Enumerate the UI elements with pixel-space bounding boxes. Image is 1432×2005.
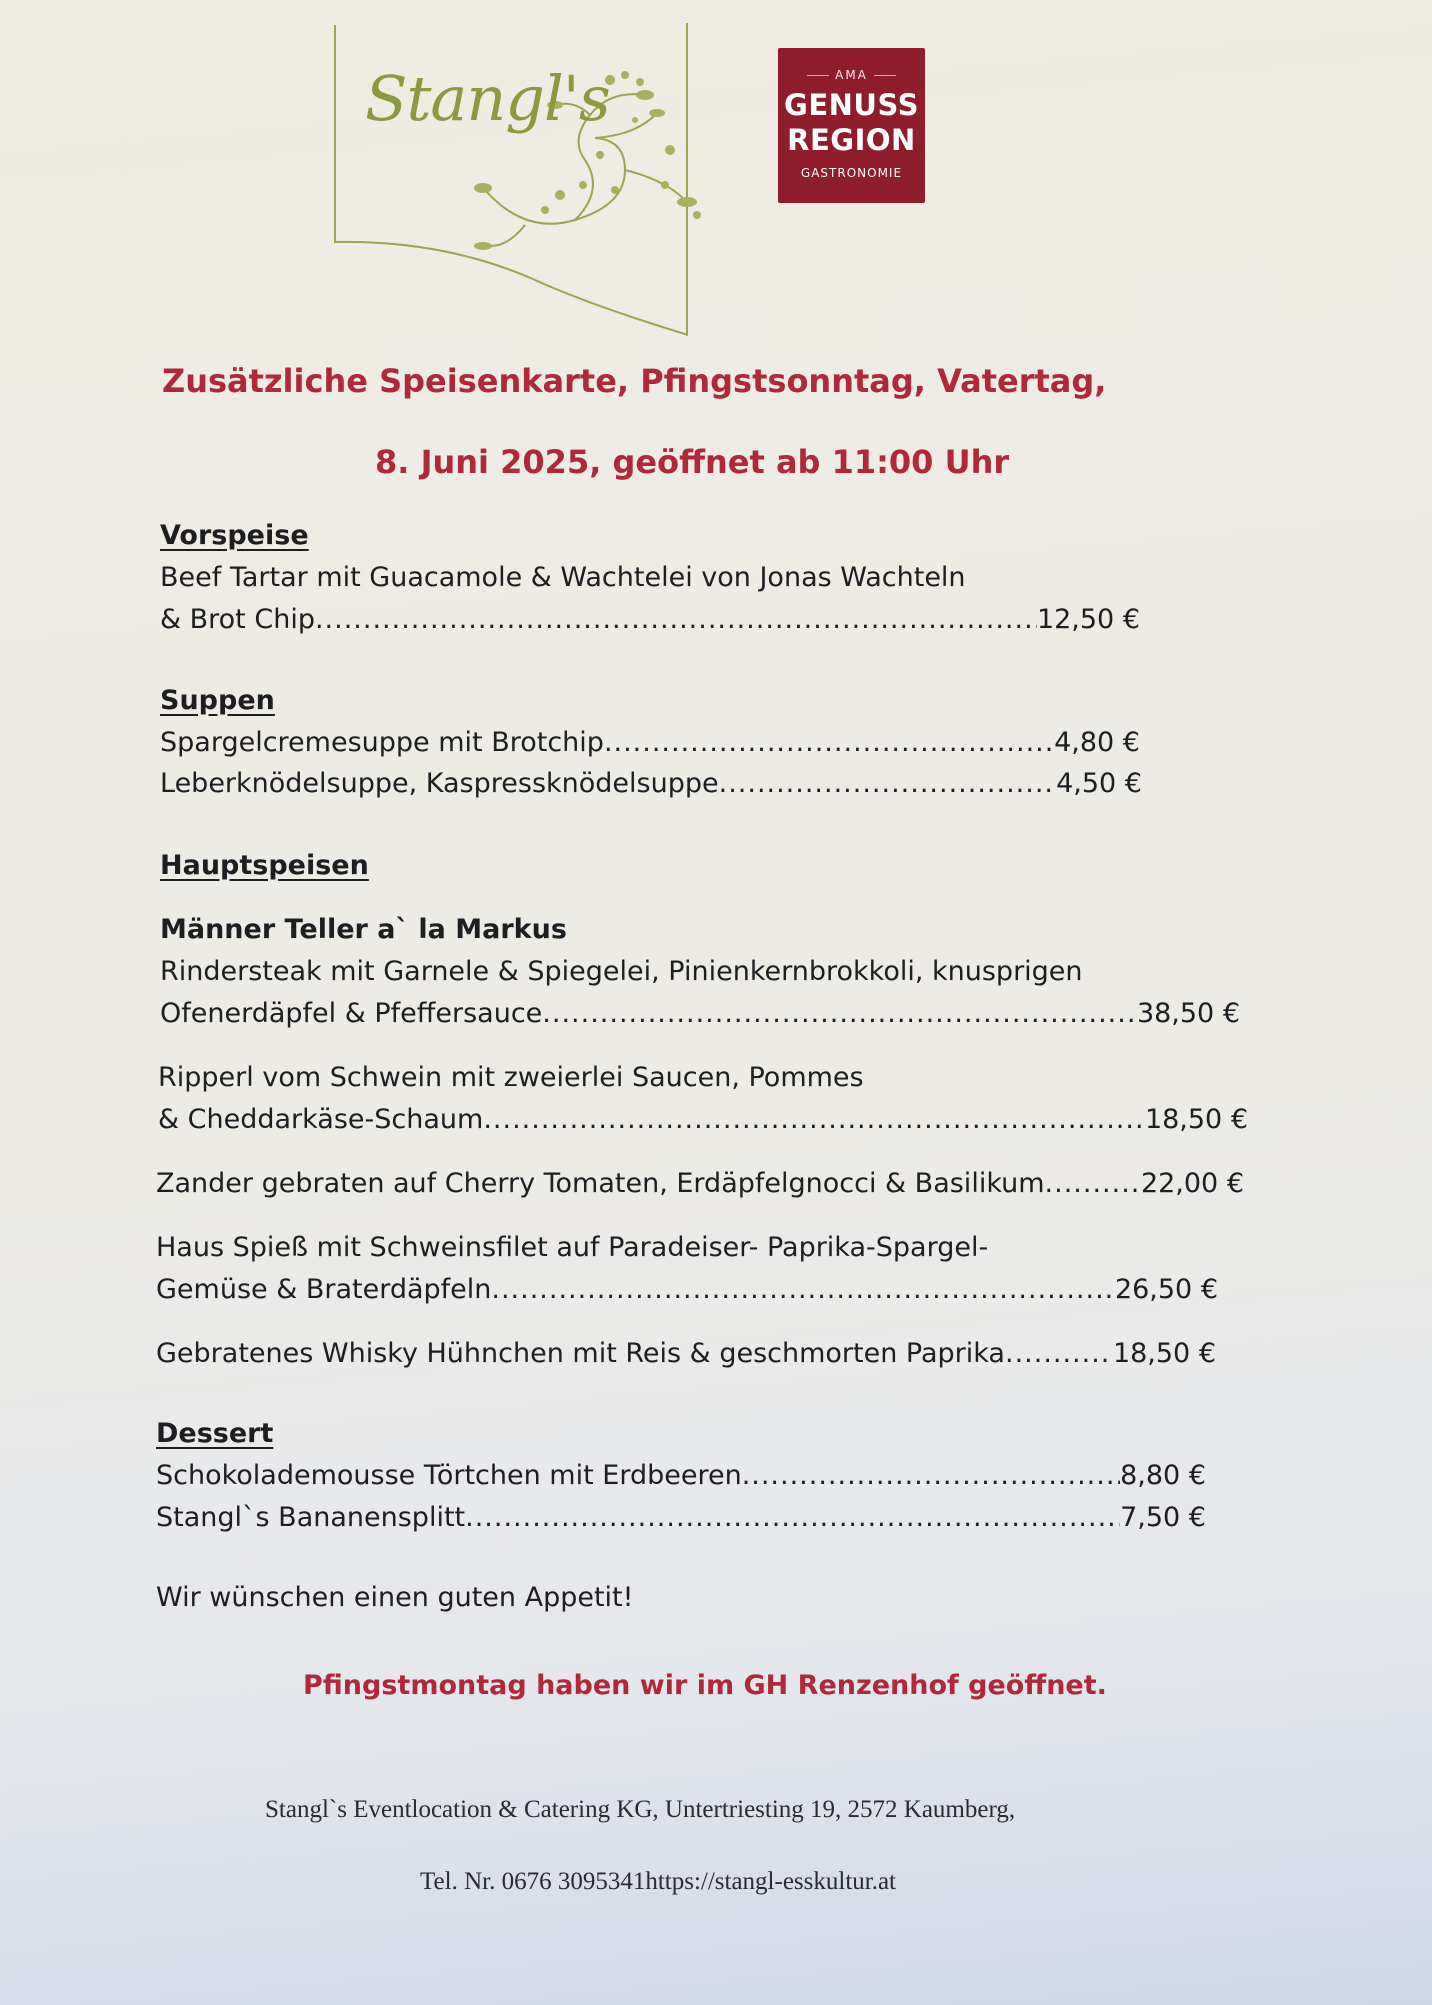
menu-title-line1: Zusätzliche Speisenkarte, Pfingstsonntag, Vatertag, xyxy=(162,362,1107,400)
section-heading-suppen: Suppen xyxy=(160,685,275,716)
menu-item-name: Zander gebraten auf Cherry Tomaten, Erdäpfelgnocci & Basilikum xyxy=(156,1168,1045,1199)
menu-item-name: Schokolademousse Törtchen mit Erdbeeren xyxy=(156,1460,742,1491)
menu-item-line: Haus Spieß mit Schweinsfilet auf Paradeiser- Paprika-Spargel- xyxy=(156,1232,989,1263)
badge-line1: GENUSS xyxy=(784,88,919,122)
menu-item-row xyxy=(156,1274,1218,1305)
menu-item-price: 8,80 € xyxy=(1120,1460,1206,1491)
menu-item-row xyxy=(160,768,1142,799)
pentecost-monday-notice: Pfingstmontag haben wir im GH Renzenhof geöffnet. xyxy=(303,1670,1107,1701)
menu-item-name: & Cheddarkäse-Schaum xyxy=(158,1104,484,1135)
dot-leader xyxy=(604,727,1054,758)
menu-item-price: 18,50 € xyxy=(1144,1104,1248,1135)
dot-leader xyxy=(1045,1168,1141,1199)
menu-item-row xyxy=(160,727,1140,758)
dot-leader xyxy=(742,1460,1120,1491)
dot-leader xyxy=(315,604,1037,635)
menu-item-price: 22,00 € xyxy=(1140,1168,1244,1199)
badge-line2: REGION xyxy=(787,123,916,157)
menu-item-name: Leberknödelsuppe, Kaspressknödelsuppe xyxy=(160,768,719,799)
menu-item-line: Beef Tartar mit Guacamole & Wachtelei von Jonas Wachteln xyxy=(160,562,966,593)
section-heading-vorspeise: Vorspeise xyxy=(160,520,309,551)
dot-leader xyxy=(491,1274,1115,1305)
menu-item-name: Gemüse & Braterdäpfeln xyxy=(156,1274,492,1305)
menu-item-name: Gebratenes Whisky Hühnchen mit Reis & geschmorten Paprika xyxy=(156,1338,1005,1369)
footer-contact: Tel. Nr. 0676 3095341https://stangl-esskultur.at xyxy=(420,1868,897,1895)
menu-item-row xyxy=(156,1502,1206,1533)
menu-item-row xyxy=(160,604,1140,635)
menu-item-row xyxy=(156,1168,1244,1199)
footer-address: Stangl`s Eventlocation & Catering KG, Untertriesting 19, 2572 Kaumberg, xyxy=(265,1796,1016,1823)
logo-wordmark: Stangl's xyxy=(365,62,610,135)
menu-item-name: Stangl`s Bananensplitt xyxy=(156,1502,466,1533)
section-heading-hauptspeisen: Hauptspeisen xyxy=(160,850,369,881)
menu-item-price: 18,50 € xyxy=(1112,1338,1216,1369)
menu-item-line: Rindersteak mit Garnele & Spiegelei, Pinienkernbrokkoli, knusprigen xyxy=(160,956,1083,987)
dot-leader xyxy=(483,1104,1145,1135)
badge-top-text: AMA xyxy=(778,68,925,82)
dot-leader xyxy=(1005,1338,1113,1369)
menu-item-price: 7,50 € xyxy=(1120,1502,1206,1533)
special-dish-title: Männer Teller a` la Markus xyxy=(160,914,567,945)
menu-item-name: Ofenerdäpfel & Pfeffersauce xyxy=(160,998,543,1029)
dot-leader xyxy=(542,998,1137,1029)
dot-leader xyxy=(465,1502,1120,1533)
menu-item-price: 12,50 € xyxy=(1036,604,1140,635)
dot-leader xyxy=(719,768,1057,799)
menu-item-price: 26,50 € xyxy=(1114,1274,1218,1305)
menu-item-name: Spargelcremesuppe mit Brotchip xyxy=(160,727,604,758)
menu-item-row xyxy=(160,998,1240,1029)
menu-item-row xyxy=(156,1460,1206,1491)
ama-genuss-region-badge xyxy=(778,48,925,203)
restaurant-logo xyxy=(325,20,730,340)
menu-item-row xyxy=(158,1104,1248,1135)
menu-item-price: 38,50 € xyxy=(1136,998,1240,1029)
badge-bottom-text: GASTRONOMIE xyxy=(800,166,903,180)
menu-item-line: Ripperl vom Schwein mit zweierlei Saucen, Pommes xyxy=(158,1062,864,1093)
menu-title-line2: 8. Juni 2025, geöffnet ab 11:00 Uhr xyxy=(375,443,1010,481)
menu-item-row xyxy=(156,1338,1216,1369)
closing-wish: Wir wünschen einen guten Appetit! xyxy=(156,1582,634,1613)
section-heading-dessert: Dessert xyxy=(156,1418,274,1449)
menu-item-name: & Brot Chip xyxy=(160,604,315,635)
menu-item-price: 4,80 € xyxy=(1054,727,1140,758)
menu-item-price: 4,50 € xyxy=(1056,768,1142,799)
